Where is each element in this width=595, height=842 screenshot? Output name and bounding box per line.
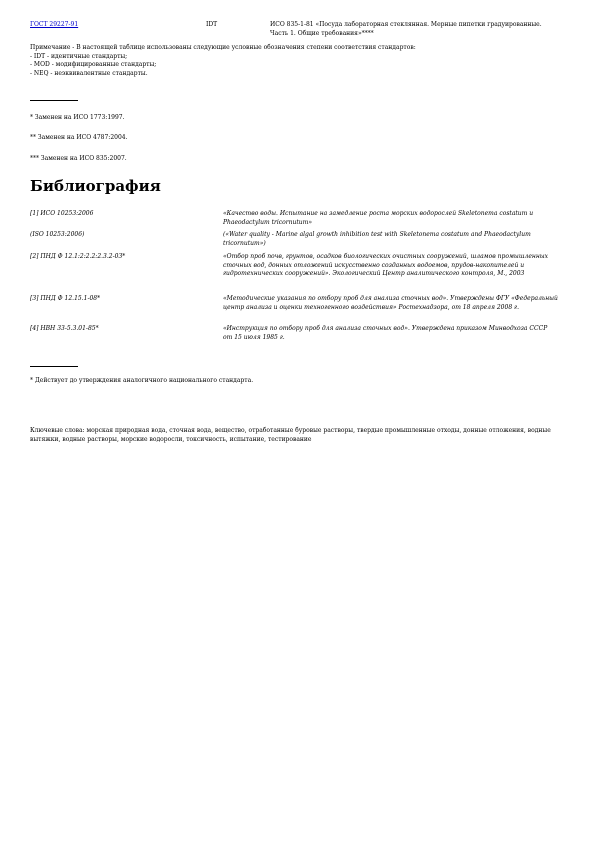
bibliography-text: «Отбор проб почв, грунтов, осадков биологических очистных сооружений, шламов промышленных сточных вод, донных отложений искусственно созданных водоемов, прудов-накопителей и гидротехнических сооружений». Экологический Центр аналитического контроля, М., 2003 <box>223 253 549 277</box>
bibliography-ref: [3] ПНД Ф 12.15.1-08* <box>30 295 101 302</box>
bibliography-ref: [4] НВН 33-5.3.01-85* <box>30 325 99 332</box>
note-item: - IDT - идентичные стандарты; <box>30 52 128 60</box>
bibliography-text: «Качество воды. Испытание на замедление роста морских водорослей Skeletonema costatum и Phaeodactylum tricornutum» <box>223 210 534 226</box>
footnote-separator <box>30 100 78 101</box>
bibliography-ref: (ISO 10253:2006) <box>30 231 85 238</box>
degree-cell: IDT <box>206 21 218 28</box>
bibliography-text: («Water quality - Marine algal growth inhibition test with Skeletonema costatum and Phaeodactylum tricornutum») <box>223 231 531 247</box>
note-item: - NEQ - неэквивалентные стандарты. <box>30 69 148 77</box>
iso-standard-cell: ИСО 835-1-81 «Посуда лабораторная стеклянная. Мерные пипетки градуированные. Часть 1. Общие требования»**** <box>270 21 542 37</box>
bibliography-text: «Инструкция по отбору проб для анализа сточных вод». Утверждена приказом Минводхоза СССР от 15 июля 1985 г. <box>223 325 548 341</box>
bibliography-text: «Методические указания по отбору проб для анализа сточных вод». Утверждены ФГУ «Федеральный центр анализа и оценки техногенного воздействия» Ростехнадзора, от 18 апреля 2008 г. <box>223 295 558 311</box>
footnote: * Заменен на ИСО 1773:1997. <box>30 114 125 121</box>
bibliography-ref: [2] ПНД Ф 12.1:2:2.2:2.3.2-03* <box>30 253 126 260</box>
footnote: *** Заменен на ИСО 835:2007. <box>30 155 127 162</box>
table-note <box>30 44 570 78</box>
keywords: Ключевые слова: морская природная вода, сточная вода, вещество, отработанные буровые растворы, твердые промышленные отходы, донные отложения, водные вытяжки, водные растворы, морские водоросли, токсичность, испытание, тестирование <box>30 427 551 443</box>
footnote-separator <box>30 366 78 367</box>
bibliography-ref: [1] ИСО 10253:2006 <box>30 210 94 217</box>
bibliography-title: Библиография <box>30 177 161 195</box>
footnote: ** Заменен на ИСО 4787:2004. <box>30 134 128 141</box>
gost-link[interactable]: ГОСТ 29227-91 <box>30 21 79 28</box>
note-item: - MOD - модифицированные стандарты; <box>30 61 157 68</box>
note-lead: Примечание - В настоящей таблице использованы следующие условные обозначения степени соответствия стандартов: <box>30 44 416 51</box>
bibliography-footnote: * Действует до утверждения аналогичного национального стандарта. <box>30 377 254 384</box>
